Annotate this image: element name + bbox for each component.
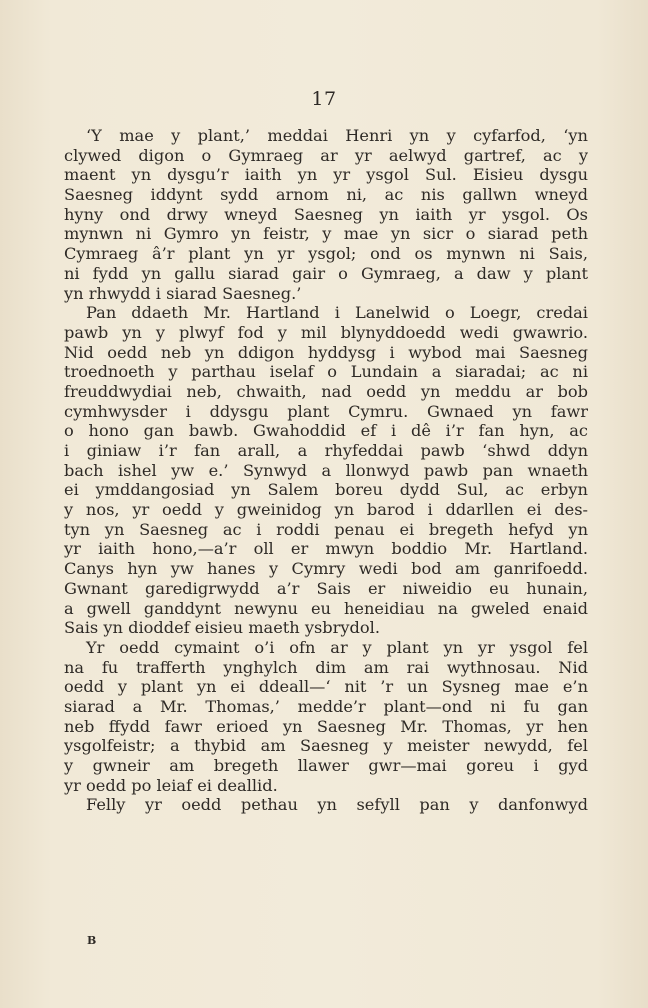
text-line: i giniaw i’r fan arall, a rhyfeddai pawb ‘shwd ddyn (64, 441, 588, 460)
text-line: Yr oedd cymaint o’i ofn ar y plant yn yr ysgol fel (86, 637, 588, 657)
text-line: ‘Y mae y plant,’ meddai Henri yn y cyfarfod, ‘yn (86, 126, 588, 145)
text-line: Nid oedd neb yn ddigon hyddysg i wybod mai Saesneg (64, 342, 588, 362)
text-line: na fu trafferth ynghylch dim am rai wythnosau. Nid (64, 657, 588, 677)
text-line: Gwnant garedigrwydd a’r Sais er niweidio eu hunain, (64, 578, 588, 598)
text-line: pawb yn y plwyf fod y mil blynyddoedd wedi gwawrio. (64, 322, 588, 342)
text-line: maent yn dysgu’r iaith yn yr ysgol Sul. Eisieu dysgu (64, 165, 588, 185)
text-line: Saesneg iddynt sydd arnom ni, ac nis gallwn wneyd (64, 185, 588, 205)
text-line: hyny ond drwy wneyd Saesneg yn iaith yr ysgol. Os (64, 204, 588, 224)
text-line: Cymraeg â’r plant yn yr ysgol; ond os mynwn ni Sais, (64, 244, 588, 264)
text-line: o hono gan bawb. Gwahoddid ef i dê i’r fan hyn, ac (64, 421, 588, 441)
text-line: y gwneir am bregeth llawer gwr—mai goreu i gyd (64, 756, 588, 775)
signature-mark: B (87, 934, 98, 947)
text-line: a gwell ganddynt newynu eu heneidiau na gweled enaid (64, 598, 588, 618)
text-line: ysgolfeistr; a thybid am Saesneg y meister newydd, fel (64, 736, 588, 756)
text-line: cymhwysder i ddysgu plant Cymru. Gwnaed yn fawr (64, 401, 588, 421)
body-text (64, 126, 588, 815)
text-line: mynwn ni Gymro yn feistr, y mae yn sicr o siarad peth (64, 224, 588, 244)
text-line: Sais yn dioddef eisieu maeth ysbrydol. (64, 618, 380, 638)
text-line: siarad a Mr. Thomas,’ medde’r plant—ond ni fu gan (64, 696, 588, 716)
text-line: clywed digon o Gymraeg ar yr aelwyd gartref, ac y (64, 145, 588, 165)
page-number: 17 (311, 88, 337, 110)
text-line: yr oedd po leiaf ei deallid. (64, 775, 278, 795)
text-line: y nos, yr oedd y gweinidog yn barod i ddarllen ei des- (64, 500, 588, 520)
text-line: yr iaith hono,—a’r oll er mwyn boddio Mr. Hartland. (64, 539, 588, 559)
text-line: Felly yr oedd pethau yn sefyll pan y danfonwyd (86, 795, 588, 815)
text-line: neb ffydd fawr erioed yn Saesneg Mr. Thomas, yr hen (64, 716, 588, 736)
text-line: oedd y plant yn ei ddeall—‘ nit ’r un Sysneg mae e’n (64, 677, 588, 697)
text-line: troednoeth y parthau iselaf o Lundain a siaradai; ac ni (64, 362, 588, 382)
text-line: bach ishel yw e.’ Synwyd a llonwyd pawb pan wnaeth (64, 460, 588, 480)
text-line: ni fydd yn gallu siarad gair o Gymraeg, a daw y plant (64, 263, 588, 283)
text-line: Canys hyn yw hanes y Cymry wedi bod am ganrifoedd. (64, 559, 588, 579)
text-line: yn rhwydd i siarad Saesneg.’ (64, 283, 302, 303)
text-line: freuddwydiai neb, chwaith, nad oedd yn meddu ar bob (64, 381, 588, 401)
text-line: Pan ddaeth Mr. Hartland i Lanelwid o Loegr, credai (86, 303, 588, 323)
text-line: tyn yn Saesneg ac i roddi penau ei bregeth hefyd yn (64, 519, 588, 539)
text-line: ei ymddangosiad yn Salem boreu dydd Sul, ac erbyn (64, 480, 588, 500)
